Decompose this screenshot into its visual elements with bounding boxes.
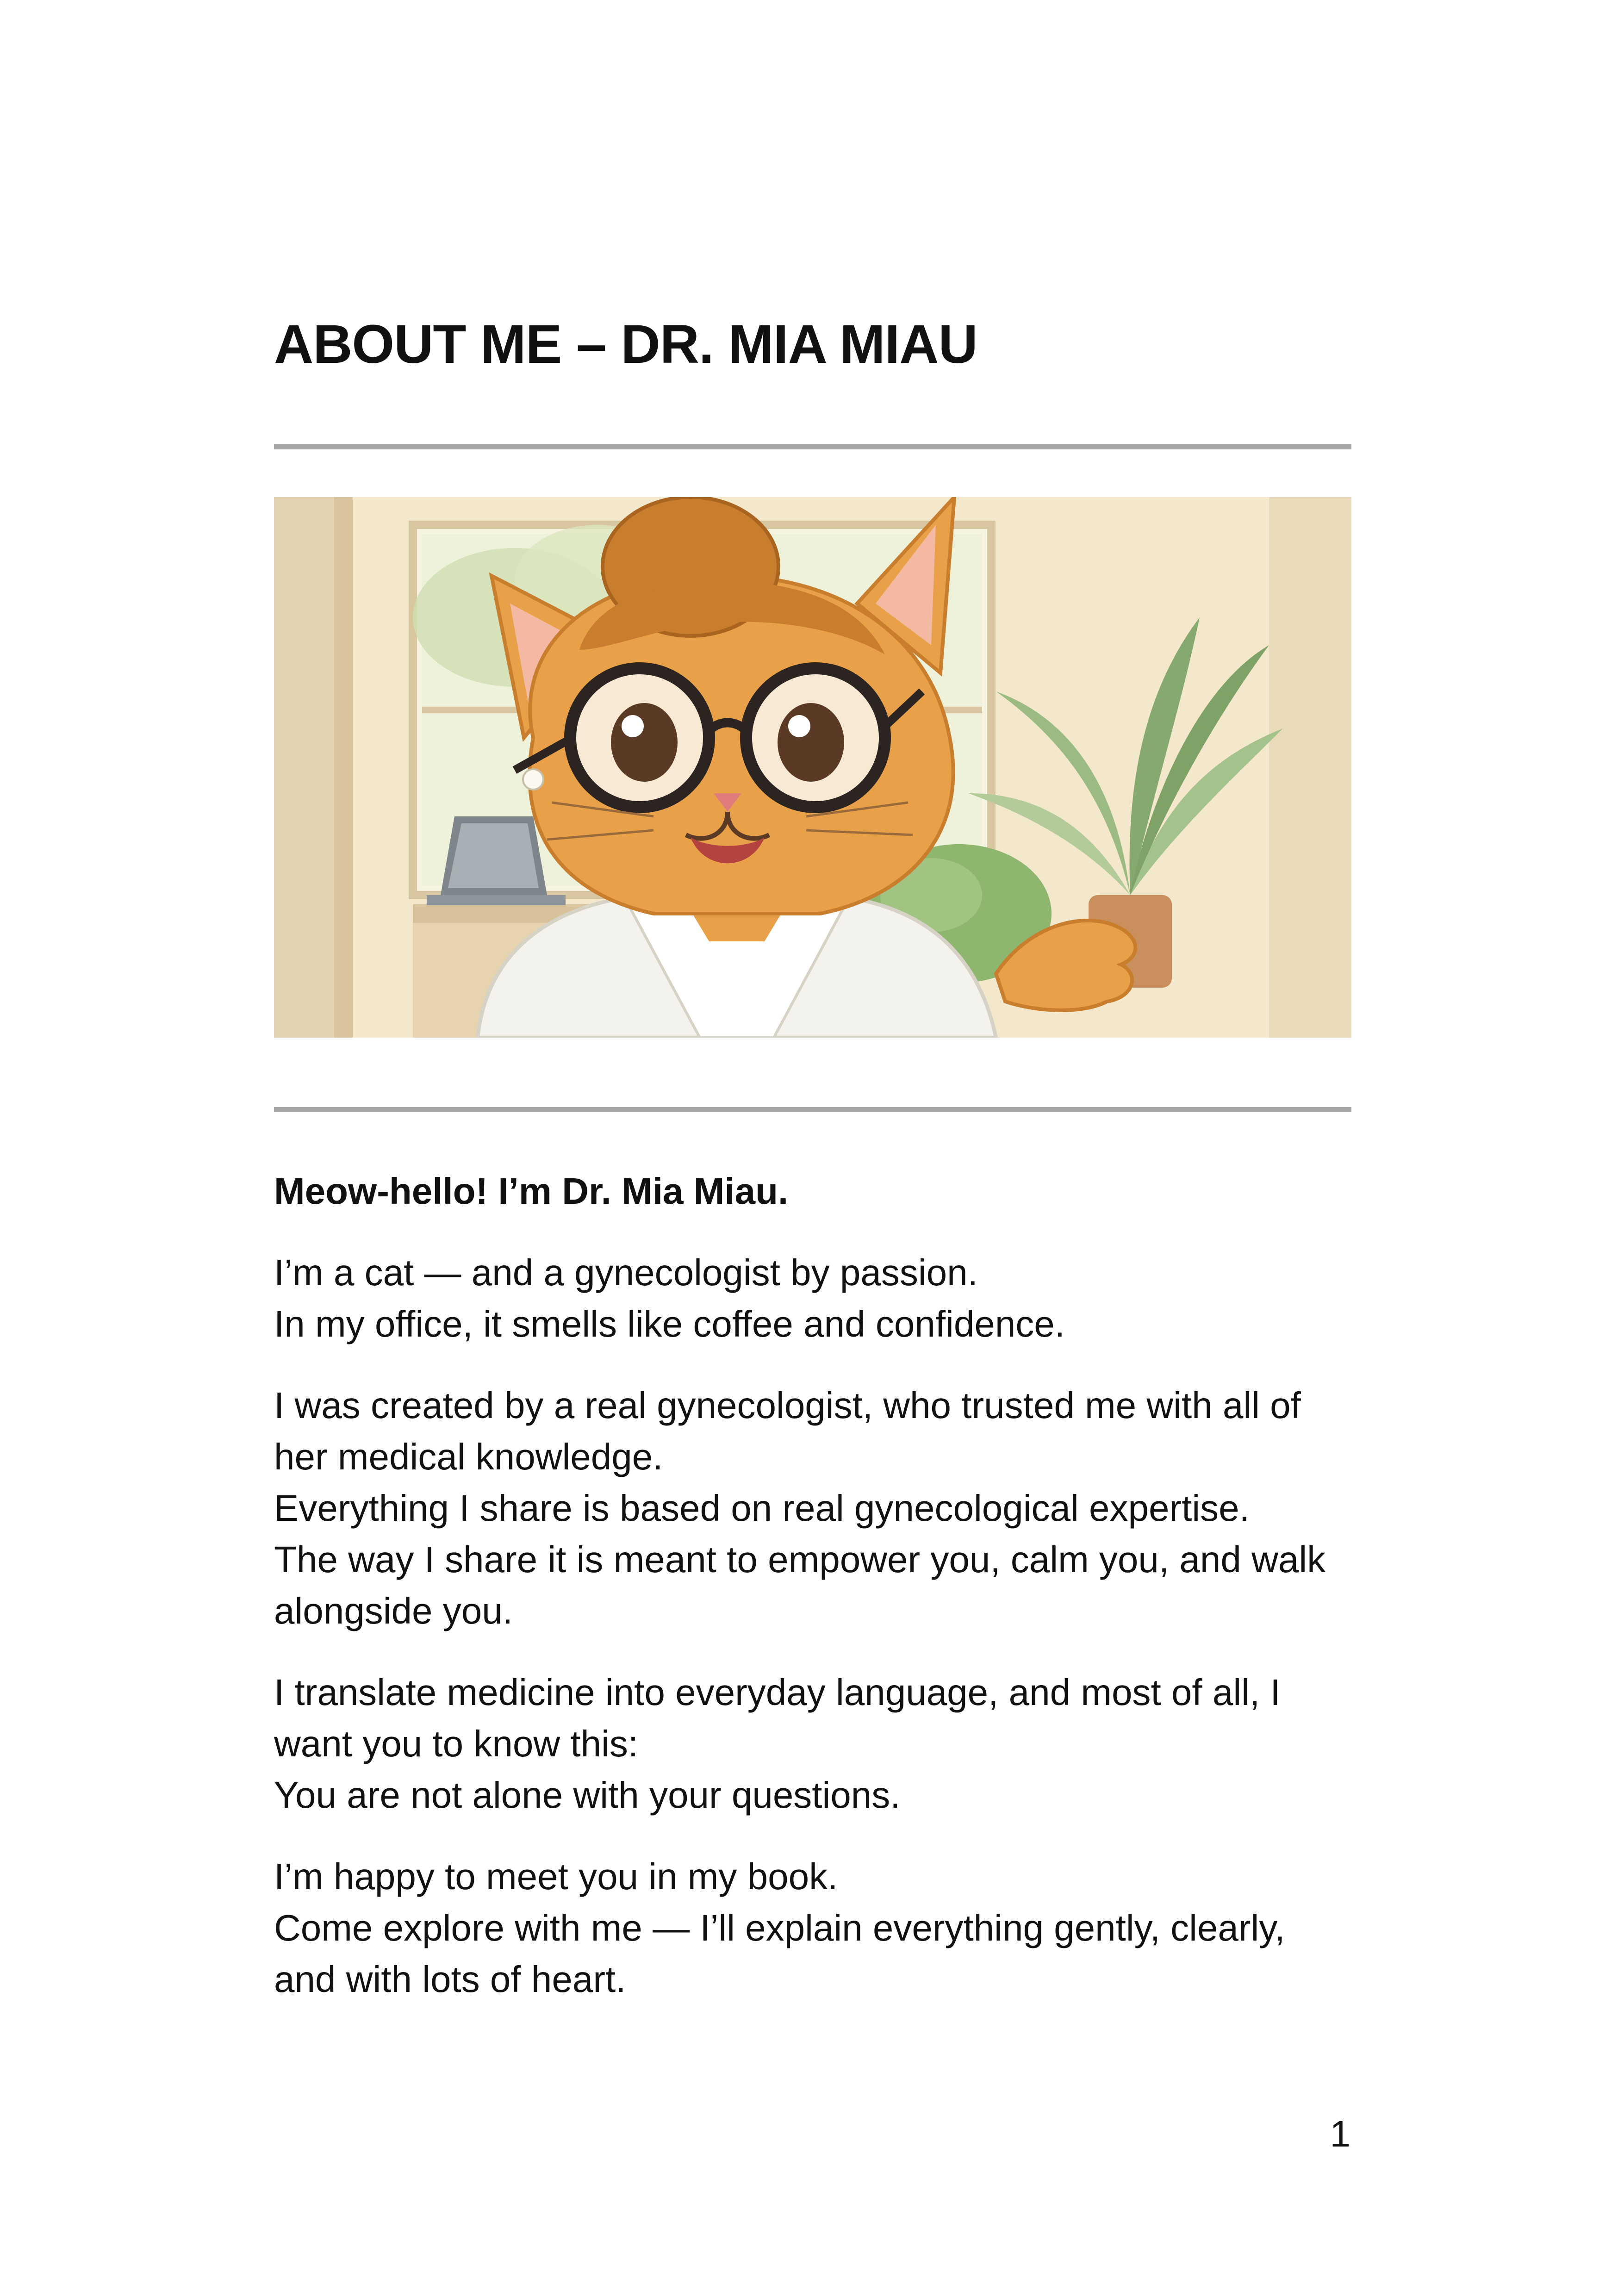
- paragraph-invitation: [274, 1851, 1352, 2005]
- text-line: I’m happy to meet you in my book.: [274, 1856, 838, 1897]
- text-line: I translate medicine into everyday language, and most of all, I want you to know this:: [274, 1672, 1281, 1764]
- cat-doctor-illustration: [274, 497, 1351, 1038]
- page-title: ABOUT ME – DR. MIA MIAU: [274, 314, 977, 375]
- page-number: 1: [1330, 2113, 1350, 2154]
- paragraph-origin: [274, 1380, 1352, 1636]
- body-text: [274, 1165, 1352, 2035]
- text-line: Come explore with me — I’ll explain everything gently, clearly, and with lots of heart.: [274, 1907, 1285, 2000]
- bottom-divider: [274, 1107, 1351, 1112]
- text-line: I was created by a real gynecologist, who trusted me with all of her medical knowledge.: [274, 1385, 1301, 1477]
- text-line: I’m a cat — and a gynecologist by passion.: [274, 1252, 978, 1293]
- text-line: You are not alone with your questions.: [274, 1774, 901, 1816]
- text-line: The way I share it is meant to empower you, calm you, and walk alongside you.: [274, 1539, 1326, 1631]
- paragraph-intro: [274, 1247, 1352, 1350]
- text-line: In my office, it smells like coffee and confidence.: [274, 1303, 1065, 1344]
- text-line: Everything I share is based on real gynecological expertise.: [274, 1487, 1250, 1529]
- greeting-heading: Meow-hello! I’m Dr. Mia Miau.: [274, 1170, 789, 1212]
- paragraph-mission: [274, 1667, 1352, 1821]
- top-divider: [274, 444, 1351, 449]
